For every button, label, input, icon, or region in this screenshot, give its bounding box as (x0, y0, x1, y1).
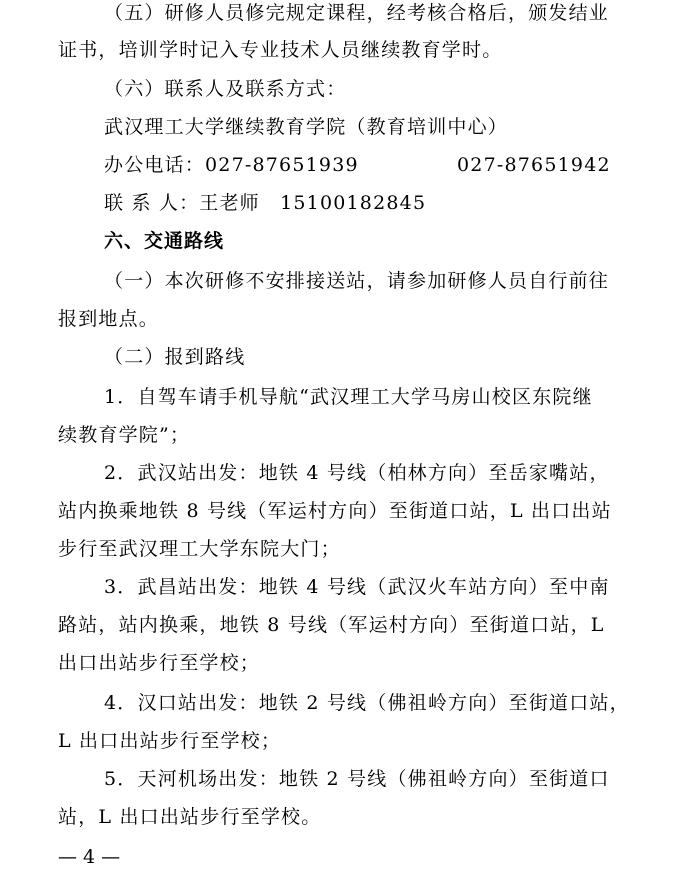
office-phone-line (0, 146, 682, 184)
route-3: 3．武昌站出发：地铁 4 号线（武汉火车站方向）至中南 (104, 576, 610, 598)
paragraph-certificate-cont: 证书，培训学时记入专业技术人员继续教育学时。 (58, 39, 503, 61)
route-3-cont: 路站，站内换乘，地铁 8 号线（军运村方向）至街道口站，L (58, 614, 605, 636)
route-3-cont2: 出口出站步行至学校； (58, 652, 261, 674)
office-phone-secondary: 027-87651942 (457, 154, 611, 176)
contact-heading: （六）联系人及联系方式： (104, 78, 347, 100)
contact-person-value: 王老师 15100182845 (199, 192, 427, 214)
paragraph-no-pickup: （一）本次研修不安排接送站，请参加研修人员自行前往 (104, 270, 610, 292)
contact-person-line (0, 184, 682, 222)
route-subheading: （二）报到路线 (104, 346, 246, 368)
route-1-cont: 续教育学院”； (58, 424, 191, 446)
paragraph-certificate: （五）研修人员修完规定课程，经考核合格后，颁发结业 (104, 2, 610, 24)
route-5: 5．天河机场出发：地铁 2 号线（佛祖岭方向）至街道口 (104, 768, 610, 790)
route-5-cont: 站，L 出口出站步行至学校。 (58, 806, 322, 828)
contact-person-label: 联 系 人： (104, 192, 200, 214)
page-number: — 4 — (58, 846, 121, 868)
route-1: 1．自驾车请手机导航“武汉理工大学马房山校区东院继 (104, 386, 593, 408)
contact-organization: 武汉理工大学继续教育学院（教育培训中心） (104, 116, 509, 138)
paragraph-no-pickup-cont: 报到地点。 (58, 308, 160, 330)
route-2-cont: 站内换乘地铁 8 号线（军运村方向）至街道口站，L 出口出站 (58, 500, 612, 522)
route-2: 2．武汉站出发：地铁 4 号线（柏林方向）至岳家嘴站， (104, 462, 610, 484)
route-4: 4．汉口站出发：地铁 2 号线（佛祖岭方向）至街道口站， (104, 692, 630, 714)
route-4-cont: L 出口出站步行至学校； (58, 730, 282, 752)
route-2-cont2: 步行至武汉理工大学东院大门； (58, 538, 341, 560)
office-phone-primary: 办公电话：027-87651939 (104, 154, 359, 176)
section-heading-transport: 六、交通路线 (104, 230, 225, 252)
